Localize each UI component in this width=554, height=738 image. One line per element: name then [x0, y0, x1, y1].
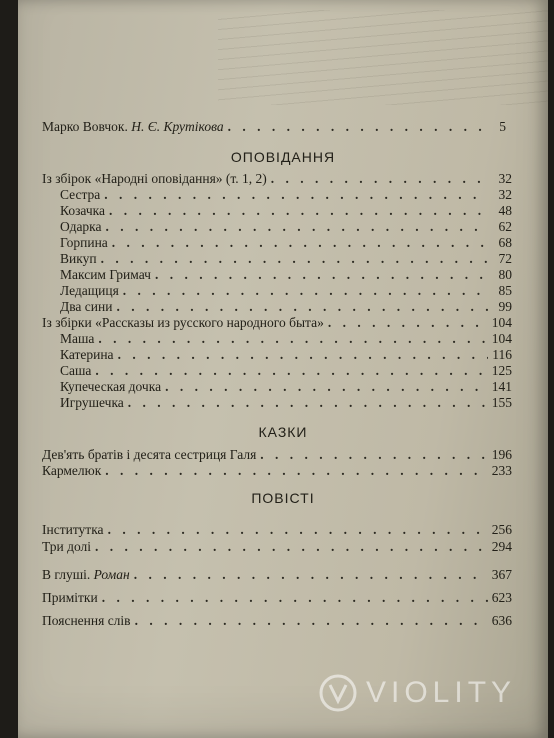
toc-entry: Горпина . . . 68 [60, 235, 512, 251]
toc-entry: Із збірок «Народні оповідання» (т. 1, 2) . . . 32 [42, 171, 512, 187]
toc-entry: Катерина . . . 116 [60, 347, 512, 363]
watermark-text: VIOLITY [366, 676, 517, 709]
toc-entry: Одарка . . . 62 [60, 219, 512, 235]
violity-logo-icon [318, 673, 358, 713]
toc-entry: Примітки . . . 623 [42, 590, 512, 606]
toc-entry: Козачка . . . 48 [60, 203, 512, 219]
toc-entry: Із збірки «Рассказы из русского народного быта» . . . 104 [42, 315, 512, 331]
toc-entry: Викуп . . . 72 [60, 251, 512, 267]
watermark [318, 668, 554, 718]
toc-entry: Ледащиця . . . 85 [60, 283, 512, 299]
section-heading: ПОВІСТІ [251, 490, 315, 506]
section-heading: КАЗКИ [258, 424, 308, 440]
toc-entry: Сестра . . . 32 [60, 187, 512, 203]
toc-entry: Інститутка . . . 256 [42, 522, 512, 538]
toc-entry-title: Марко Вовчок. Н. Є. Крутікова [42, 119, 224, 134]
toc-entry: Маша . . . 104 [60, 331, 512, 347]
toc-entry: Купеческая дочка . . . 141 [60, 379, 512, 395]
toc-entry: Саша . . . 125 [60, 363, 512, 379]
toc-entry-page: 5 [499, 119, 506, 134]
toc-entry: Два сини . . . 99 [60, 299, 512, 315]
leader-dots [228, 119, 482, 135]
toc-entry: Игрушечка . . . 155 [60, 395, 512, 411]
toc-entry: Максим Гримач . . . 80 [60, 267, 512, 283]
toc-entry-intro [42, 119, 506, 135]
book-page [18, 0, 548, 738]
toc-entry: Пояснення слів . . . 636 [42, 613, 512, 629]
toc-entry: Три долі . . . 294 [42, 539, 512, 555]
toc-entry: В глуші. Роман . . . 367 [42, 567, 512, 583]
section-heading: ОПОВІДАННЯ [230, 149, 336, 165]
toc-entry: Дев'ять братів і десята сестриця Галя . . . 196 [42, 447, 512, 463]
table-of-contents [18, 0, 548, 738]
toc-entry: Кармелюк . . . 233 [42, 463, 512, 479]
